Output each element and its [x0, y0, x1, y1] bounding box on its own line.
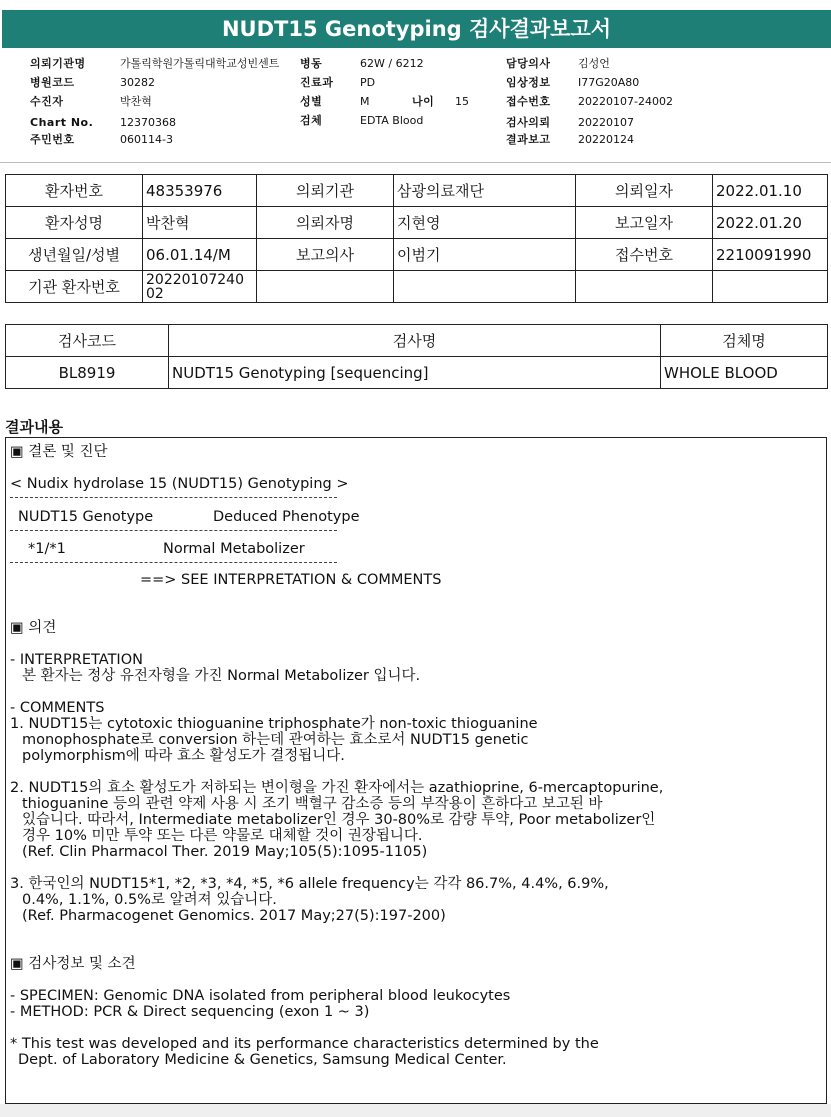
phenotype-value: Normal Metabolizer: [163, 541, 305, 557]
method-line: - METHOD: PCR & Direct sequencing (exon 1 ~ 3): [10, 1004, 370, 1020]
comment-1-line: monophosphate로 conversion 하는데 관여하는 효소로서 NUDT15 genetic: [22, 732, 529, 748]
dob-sex: 06.01.14/M: [143, 239, 257, 271]
request-date-label: 의뢰일자: [576, 175, 713, 207]
requesting-institution-label: 의뢰기관명: [30, 57, 86, 70]
specimen-label: 검체: [300, 114, 323, 127]
comment-3-line: (Ref. Pharmacogenet Genomics. 2017 May;27(5):197-200): [22, 908, 446, 924]
clinical-info-label: 임상정보: [506, 76, 551, 89]
empty-cell: [576, 271, 713, 303]
divider: [10, 530, 337, 531]
test-name: NUDT15 Genotyping [sequencing]: [169, 357, 661, 389]
ward-label: 병동: [300, 57, 323, 70]
comment-1-line: 1. NUDT15는 cytotoxic thioguanine triphosphate가 non-toxic thioguanine: [10, 716, 538, 732]
requesting-institution: 가톨릭학원가톨릭대학교성빈센트: [120, 57, 280, 70]
result-content: [5, 437, 827, 1104]
test-info-header: ▣ 검사정보 및 소견: [10, 956, 136, 972]
requester: 지현영: [394, 207, 576, 239]
hospital-code: 30282: [120, 76, 155, 89]
assay-title: < Nudix hydrolase 15 (NUDT15) Genotyping >: [10, 476, 349, 492]
comment-2-line: (Ref. Clin Pharmacol Ther. 2019 May;105(5):1095-1105): [22, 844, 428, 860]
patient-no: 48353976: [143, 175, 257, 207]
phenotype-column-header: Deduced Phenotype: [213, 509, 360, 525]
recipient-label: 수진자: [30, 95, 64, 108]
table-header-row: [6, 325, 828, 357]
resident-no-label: 주민번호: [30, 133, 75, 146]
accession-no-label: 접수번호: [576, 239, 713, 271]
inst-patient-no: 20220107240 02: [143, 271, 257, 303]
specimen: EDTA Blood: [360, 114, 424, 127]
test-code-header: 검사코드: [6, 325, 169, 357]
recipient: 박찬혁: [120, 95, 152, 108]
empty-cell: [394, 271, 576, 303]
request-date: 2022.01.10: [713, 175, 828, 207]
resident-no: 060114-3: [120, 133, 173, 146]
disclaimer-line: * This test was developed and its performance characteristics determined by the: [10, 1036, 599, 1052]
comment-2-line: thioguanine 등의 관련 약제 사용 시 조기 백혈구 감소증 등의 부작용이 흔하다고 보고된 바: [22, 796, 603, 812]
comment-3-line: 0.4%, 1.1%, 0.5%로 알려져 있습니다.: [22, 892, 277, 908]
reporting-doctor: 이범기: [394, 239, 576, 271]
chart-no: 12370368: [120, 116, 176, 129]
dob-sex-label: 생년월일/성별: [6, 239, 143, 271]
age: 15: [455, 95, 469, 108]
doctor-label: 담당의사: [506, 57, 551, 70]
genotype-column-header: NUDT15 Genotype: [18, 509, 154, 525]
table-row: [6, 175, 828, 207]
page-bottom-strip: [0, 1104, 831, 1117]
chart-no-label: Chart No.: [30, 116, 94, 129]
empty-cell: [713, 271, 828, 303]
empty-cell: [257, 271, 394, 303]
receipt-no-label: 접수번호: [506, 95, 551, 108]
comment-2-line: 2. NUDT15의 효소 활성도가 저하되는 변이형을 가진 환자에서는 azathioprine, 6-mercaptopurine,: [10, 780, 664, 796]
result-report: 20220124: [578, 133, 634, 146]
report-meta: [0, 48, 831, 163]
comment-1-line: polymorphism에 따라 효소 활성도가 결정됩니다.: [22, 748, 345, 764]
genotype-value: *1/*1: [28, 541, 66, 557]
opinion-header: ▣ 의견: [10, 620, 57, 636]
table-row: [6, 357, 828, 389]
divider: [10, 497, 337, 498]
conclusion-header: ▣ 결론 및 진단: [10, 444, 108, 460]
sex-label: 성별: [300, 95, 323, 108]
department-label: 진료과: [300, 76, 334, 89]
divider: [10, 562, 337, 563]
specimen-name-header: 검체명: [661, 325, 828, 357]
patient-info-table: [5, 174, 828, 303]
interpretation-label: - INTERPRETATION: [10, 652, 143, 668]
test-code: BL8919: [6, 357, 169, 389]
clinical-info: I77G20A80: [578, 76, 640, 89]
test-request-label: 검사의뢰: [506, 116, 551, 129]
accession-no: 2210091990: [713, 239, 828, 271]
comment-2-line: 경우 10% 미만 투약 또는 다른 약물로 대체할 것이 권장됩니다.: [22, 828, 423, 844]
reporting-doctor-label: 보고의사: [257, 239, 394, 271]
patient-no-label: 환자번호: [6, 175, 143, 207]
table-row: [6, 207, 828, 239]
receipt-no: 20220107-24002: [578, 95, 673, 108]
test-table: [5, 324, 828, 389]
report-date: 2022.01.20: [713, 207, 828, 239]
report-date-label: 보고일자: [576, 207, 713, 239]
comments-label: - COMMENTS: [10, 700, 105, 716]
see-interpretation: ==> SEE INTERPRETATION & COMMENTS: [140, 572, 442, 588]
table-row: [6, 239, 828, 271]
department: PD: [360, 76, 376, 89]
result-section-title: 결과내용: [5, 418, 63, 436]
institution: 삼광의료재단: [394, 175, 576, 207]
comment-2-line: 있습니다. 따라서, Intermediate metabolizer인 경우 30-80%로 감량 투약, Poor metabolizer인: [22, 812, 656, 828]
comment-3-line: 3. 한국인의 NUDT15*1, *2, *3, *4, *5, *6 allele frequency는 각각 86.7%, 4.4%, 6.9%,: [10, 876, 609, 892]
ward: 62W / 6212: [360, 57, 424, 70]
patient-name-label: 환자성명: [6, 207, 143, 239]
test-name-header: 검사명: [169, 325, 661, 357]
doctor: 김성언: [578, 57, 610, 70]
report-title: NUDT15 Genotyping 검사결과보고서: [2, 10, 831, 48]
result-report-label: 결과보고: [506, 133, 551, 146]
inst-patient-no-label: 기관 환자번호: [6, 271, 143, 303]
test-request: 20220107: [578, 116, 634, 129]
specimen-name: WHOLE BLOOD: [661, 357, 828, 389]
institution-label: 의뢰기관: [257, 175, 394, 207]
specimen-line: - SPECIMEN: Genomic DNA isolated from peripheral blood leukocytes: [10, 988, 511, 1004]
age-label: 나이: [412, 95, 435, 108]
sex: M: [360, 95, 370, 108]
hospital-code-label: 병원코드: [30, 76, 75, 89]
patient-name: 박찬혁: [143, 207, 257, 239]
disclaimer-line: Dept. of Laboratory Medicine & Genetics, Samsung Medical Center.: [18, 1052, 507, 1068]
requester-label: 의뢰자명: [257, 207, 394, 239]
interpretation-text: 본 환자는 정상 유전자형을 가진 Normal Metabolizer 입니다.: [22, 668, 421, 684]
table-row: [6, 271, 828, 303]
